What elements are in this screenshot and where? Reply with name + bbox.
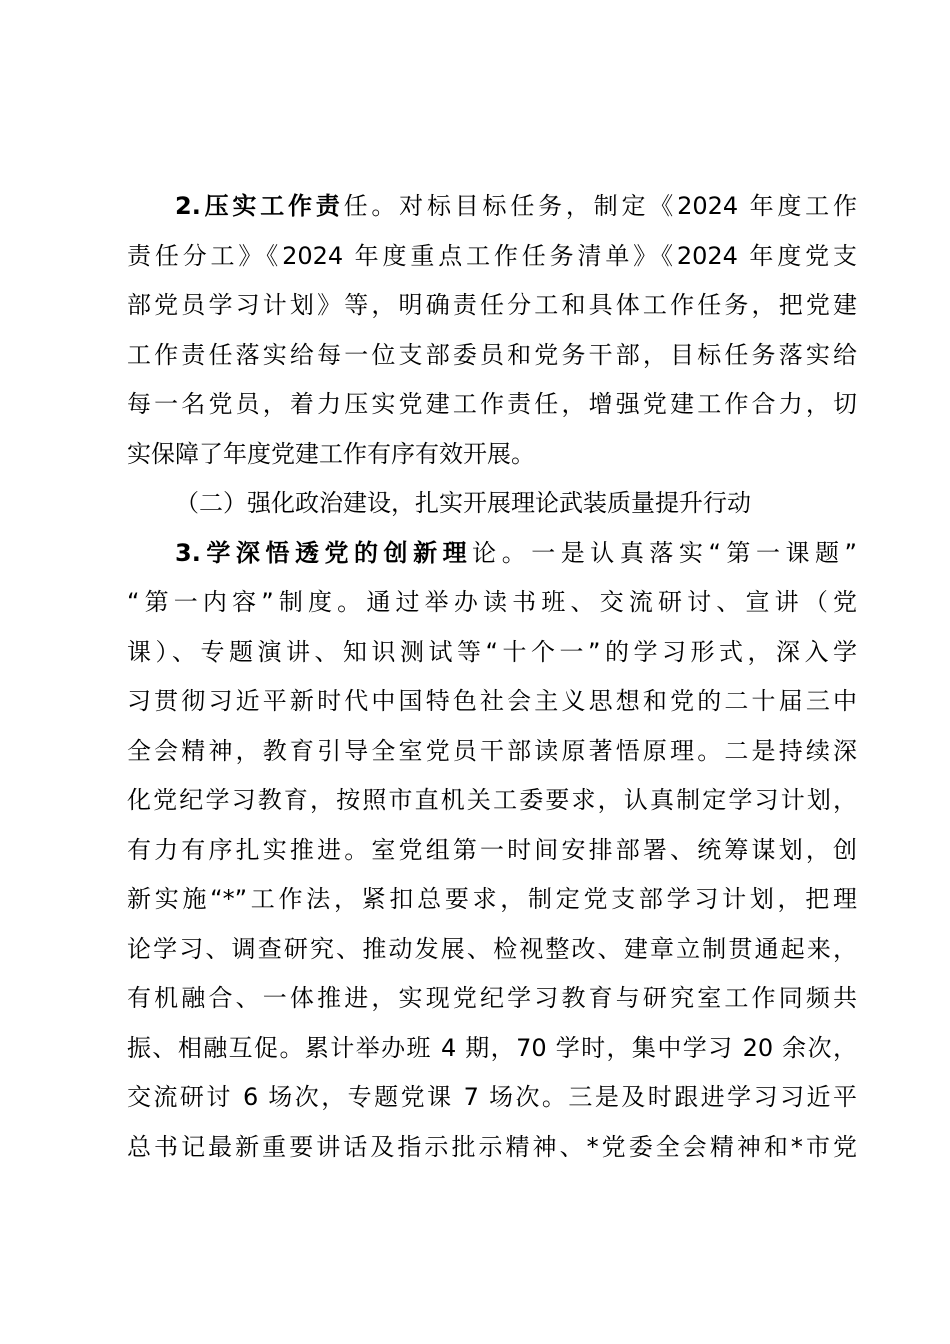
paragraph-1-line-1 xyxy=(127,182,857,232)
text-run: 论。一是认真落实“第一课题” xyxy=(472,538,857,567)
text-run: 任。对标目标任务，制定《2024 年度工作 xyxy=(343,192,857,220)
paragraph-1-line-2: 责任分工》《2024 年度重点工作任务清单》《2024 年度党支 xyxy=(127,241,857,270)
section-lead-3: 3.学深悟透党的创新理 xyxy=(175,538,473,567)
paragraph-3-line-9: 论学习、调查研究、推动发展、检视整改、建章立制贯通起来， xyxy=(127,934,857,963)
paragraph-1-line-4: 工作责任落实给每一位支部委员和党务干部，目标任务落实给 xyxy=(127,340,857,369)
paragraph-3-line-7: 有力有序扎实推进。室党组第一时间安排部署、统筹谋划，创 xyxy=(127,835,857,864)
paragraph-3-line-6: 化党纪学习教育，按照市直机关工委要求，认真制定学习计划， xyxy=(127,786,857,814)
paragraph-3-line-1 xyxy=(127,529,857,579)
body-text xyxy=(127,182,857,1172)
paragraph-1-line-6: 实保障了年度党建工作有序有效开展。 xyxy=(127,439,535,468)
section-lead-2: 2.压实工作责 xyxy=(175,192,344,220)
paragraph-3-line-3: 课）、专题演讲、知识测试等“十个一”的学习形式，深入学 xyxy=(127,637,857,666)
paragraph-3-line-8: 新实施“*”工作法，紧扣总要求，制定党支部学习计划，把理 xyxy=(127,885,857,913)
paragraph-3-line-11: 振、相融互促。累计举办班 4 期，70 学时，集中学习 20 余次， xyxy=(127,1033,857,1062)
paragraph-3-line-2: “第一内容”制度。通过举办读书班、交流研讨、宣讲（党 xyxy=(127,588,857,616)
paragraph-3-line-4: 习贯彻习近平新时代中国特色社会主义思想和党的二十届三中 xyxy=(127,687,857,715)
paragraph-3-line-5: 全会精神，教育引导全室党员干部读原著悟原理。二是持续深 xyxy=(127,736,857,765)
paragraph-3-line-10: 有机融合、一体推进，实现党纪学习教育与研究室工作同频共 xyxy=(127,984,857,1012)
paragraph-3-line-12: 交流研讨 6 场次，专题党课 7 场次。三是及时跟进学习习近平 xyxy=(127,1083,857,1111)
paragraph-3-line-13: 总书记最新重要讲话及指示批示精神、*党委全会精神和*市党 xyxy=(127,1132,857,1161)
paragraph-1-line-5: 每一名党员，着力压实党建工作责任，增强党建工作合力，切 xyxy=(127,390,857,418)
paragraph-1-line-3: 部党员学习计划》等，明确责任分工和具体工作任务，把党建 xyxy=(127,291,857,319)
section-heading: （二）强化政治建设，扎实开展理论武装质量提升行动 xyxy=(175,489,751,517)
